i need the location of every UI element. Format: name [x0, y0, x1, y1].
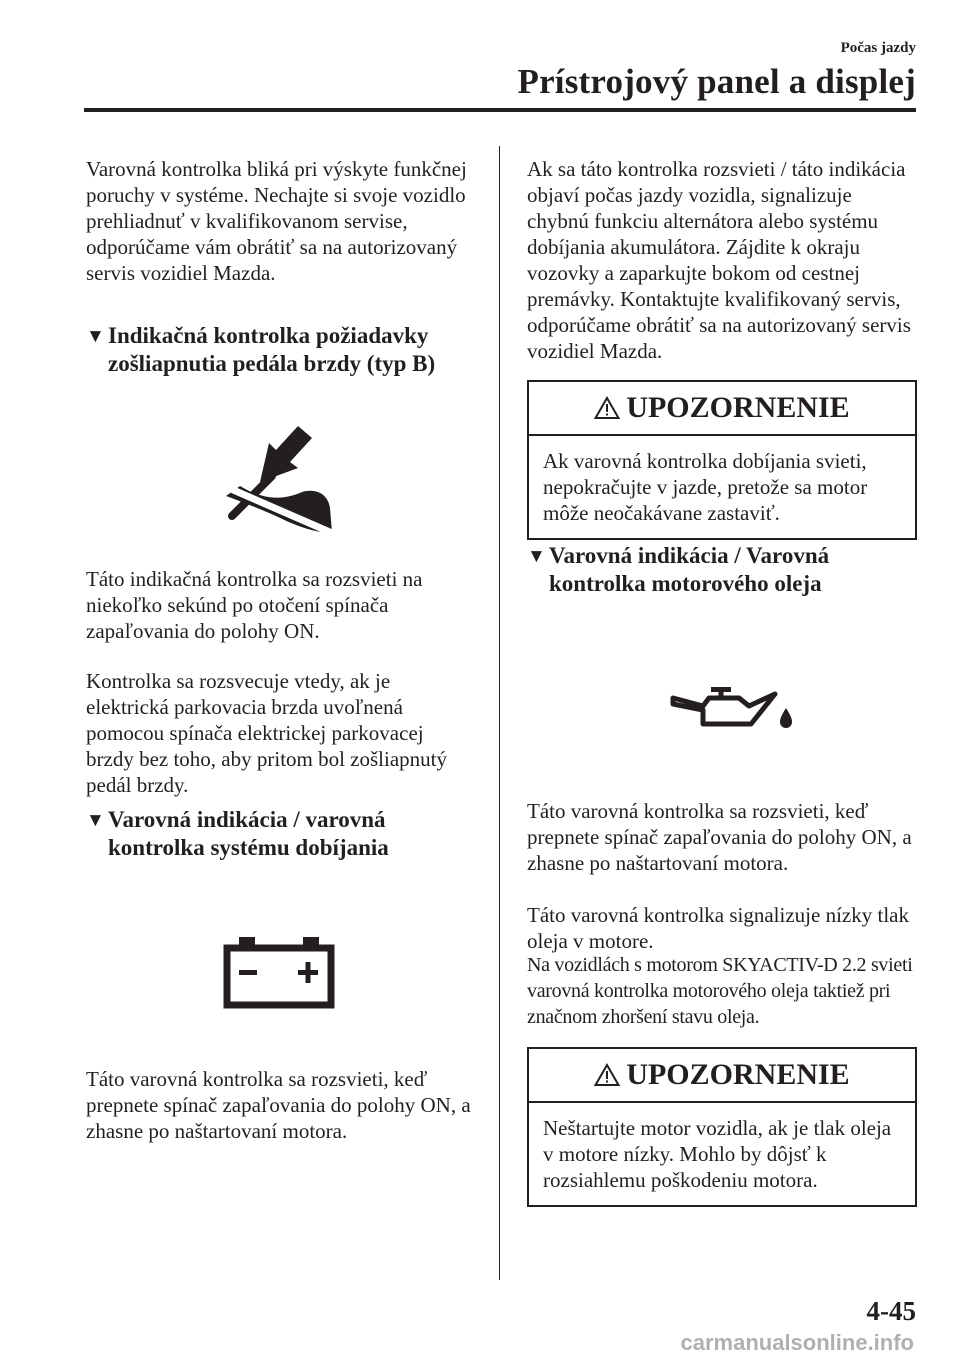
charging-paragraph-2: Ak sa táto kontrolka rozsvieti / táto indikácia objaví počas jazdy vozidla, signalizuje chybnú funkciu alternátora alebo systému dobíjania akumulátora. Zájdite k okraju vozovky a zaparkujte bokom od cestnej premávky. Kontaktujte kvalifikovaný servis, odporúčame obrátiť sa na autorizovaný servis vozidiel Mazda.: [527, 157, 911, 363]
page-title: Prístrojový panel a displej: [517, 62, 916, 101]
oil-heading: ▼ Varovná indikácia / Varovná kontrolka motorového oleja: [527, 543, 830, 596]
battery-charging-icon: [222, 934, 336, 1010]
watermark: carmanualsonline.info: [680, 1330, 914, 1355]
caution-text: Ak varovná kontrolka dobíjania svieti, nepokračujte v jazde, pretože sa motor môže neočakávane zastaviť.: [543, 449, 868, 525]
brake-heading: ▼ Indikačná kontrolka požiadavky zošliapnutia pedála brzdy (typ B): [86, 323, 436, 376]
down-triangle-icon: ▼: [86, 810, 105, 831]
header-rule: [84, 108, 916, 112]
caution-header: UPOZORNENIE: [529, 1049, 915, 1103]
caution-header: UPOZORNENIE: [529, 382, 915, 436]
oil-paragraph-2: Táto varovná kontrolka signalizuje nízky tlak oleja v motore.: [527, 903, 909, 953]
oil-can-icon: [669, 686, 793, 728]
caution-box-charging: [527, 380, 917, 540]
oil-paragraph-1: Táto varovná kontrolka sa rozsvieti, keď prepnete spínač zapaľovania do polohy ON, a zhasne po naštartovaní motora.: [527, 799, 912, 875]
warning-triangle-icon: [594, 1063, 620, 1087]
page-number: 4-45: [866, 1296, 916, 1326]
down-triangle-icon: ▼: [86, 326, 105, 347]
oil-paragraph-3: Na vozidlách s motorom SKYACTIV-D 2.2 svieti varovná kontrolka motorového oleja taktiež pri značnom zhoršení stavu oleja.: [527, 954, 913, 1028]
brake-paragraph-2: Kontrolka sa rozsvecuje vtedy, ak je elektrická parkovacia brzda uvoľnená pomocou spínača elektrickej parkovacej brzdy bez toho, aby pritom bol zošliapnutý pedál brzdy.: [86, 669, 448, 797]
charging-paragraph-1: Táto varovná kontrolka sa rozsvieti, keď prepnete spínač zapaľovania do polohy ON, a zhasne po naštartovaní motora.: [86, 1067, 471, 1143]
down-triangle-icon: ▼: [527, 546, 546, 567]
charging-heading: ▼ Varovná indikácia / varovná kontrolka systému dobíjania: [86, 807, 389, 860]
caution-box-oil: [527, 1047, 917, 1207]
column-divider: [499, 146, 500, 1280]
brake-pedal-request-icon: [220, 420, 340, 540]
brake-paragraph-1: Táto indikačná kontrolka sa rozsvieti na niekoľko sekúnd po otočení spínača zapaľovania do polohy ON.: [86, 567, 423, 643]
caution-text: Neštartujte motor vozidla, ak je tlak oleja v motore nízky. Mohlo by dôjsť k rozsiahlemu poškodeniu motora.: [543, 1116, 892, 1192]
section-name: Počas jazdy: [840, 40, 916, 56]
warning-triangle-icon: [594, 396, 620, 420]
intro-paragraph: Varovná kontrolka bliká pri výskyte funkčnej poruchy v systéme. Nechajte si svoje vozidlo prehliadnuť v kvalifikovanom servise, odporúčame vám obrátiť sa na autorizovaný servis vozidiel Mazda.: [86, 157, 467, 285]
